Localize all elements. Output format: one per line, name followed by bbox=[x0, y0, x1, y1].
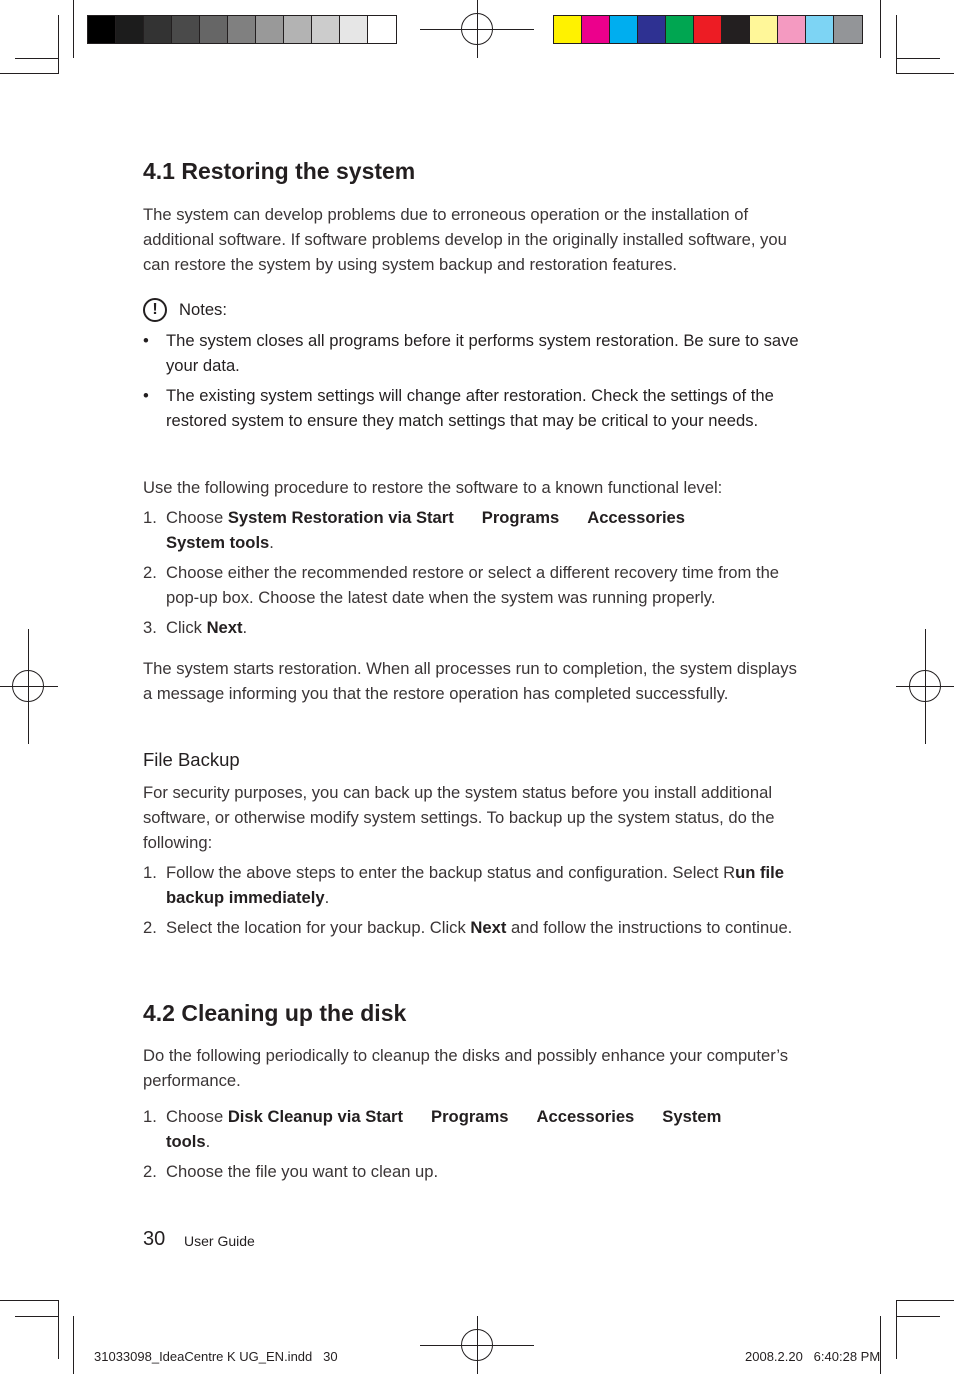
note-item: • The system closes all programs before it performs system restoration. Be sure to save your data. bbox=[143, 331, 799, 375]
gray-swatch bbox=[368, 16, 396, 43]
section-title-restoring: 4.1 Restoring the system bbox=[143, 158, 416, 184]
page-number: 30 bbox=[143, 1228, 166, 1250]
process-swatch bbox=[778, 16, 806, 43]
gray-swatch bbox=[284, 16, 312, 43]
process-swatch bbox=[694, 16, 722, 43]
section-title-cleaning: 4.2 Cleaning up the disk bbox=[143, 1000, 407, 1026]
section2-body: Do the following periodically to cleanup the disks and possibly enhance your computer’s performance. 1. Choose Disk Cleanup via Start Programs Accessories System tools. 2. Choose the file you want to clean up. bbox=[143, 1043, 803, 1184]
gray-swatch bbox=[116, 16, 144, 43]
cleanup-step-1: 1. Choose Disk Cleanup via Start Programs Accessories System tools. bbox=[143, 1107, 722, 1151]
section1-intro: The system can develop problems due to erroneous operation or the installation of additional software. If software problems develop in the originally installed software, you can restore the system by using system backup and restoration features. bbox=[143, 205, 787, 274]
process-swatch bbox=[806, 16, 834, 43]
gray-swatch bbox=[340, 16, 368, 43]
process-swatch bbox=[666, 16, 694, 43]
gray-swatch bbox=[256, 16, 284, 43]
backup-step-1: 1. Follow the above steps to enter the backup status and configuration. Select Run file backup immediately. bbox=[143, 863, 784, 907]
restore-step-2: 2. Choose either the recommended restore or select a different recovery time from the pop-up box. Choose the latest date when the system was running properly. bbox=[143, 563, 780, 607]
gray-swatch bbox=[228, 16, 256, 43]
process-color-bar bbox=[553, 15, 863, 44]
process-swatch bbox=[638, 16, 666, 43]
process-swatch bbox=[722, 16, 750, 43]
gray-swatch bbox=[172, 16, 200, 43]
gray-swatch bbox=[312, 16, 340, 43]
gray-swatch bbox=[200, 16, 228, 43]
notes-block bbox=[143, 298, 803, 433]
process-swatch bbox=[750, 16, 778, 43]
restore-result: The system starts restoration. When all processes run to completion, the system displays a message informing you that the restore operation has completed successfully. bbox=[143, 659, 797, 703]
cleanup-step-2: 2. Choose the file you want to clean up. bbox=[143, 1162, 439, 1181]
exclamation-icon: ! bbox=[143, 298, 167, 322]
guide-label: User Guide bbox=[184, 1233, 255, 1249]
process-swatch bbox=[834, 16, 862, 43]
backup-step-2: 2. Select the location for your backup. Click Next and follow the instructions to continue. bbox=[143, 918, 793, 937]
file-name-slug: 31033098_IdeaCentre K UG_EN.indd 30 bbox=[94, 1349, 338, 1364]
gray-swatch bbox=[88, 16, 116, 43]
gray-color-bar bbox=[87, 15, 397, 44]
process-swatch bbox=[582, 16, 610, 43]
gray-swatch bbox=[144, 16, 172, 43]
file-backup-heading: File Backup bbox=[143, 749, 240, 770]
process-swatch bbox=[554, 16, 582, 43]
restore-step-3: 3. Click Next. bbox=[143, 618, 248, 637]
timestamp-slug: 2008.2.20 6:40:28 PM bbox=[745, 1349, 881, 1364]
note-item: • The existing system settings will change after restoration. Check the settings of the restored system to ensure they match settings that may be critical to your needs. bbox=[143, 386, 774, 430]
process-swatch bbox=[610, 16, 638, 43]
file-backup-body: For security purposes, you can back up the system status before you install additional software, or otherwise modify system settings. To backup up the system status, do the following: 1. Follow the above steps to enter the backup status and configuration. Select Run file backup immediately. 2. Select the location for your backup. Click Next and follow the instructions to continue. bbox=[143, 780, 803, 940]
notes-heading: ! Notes: bbox=[143, 298, 803, 322]
restore-procedure: Use the following procedure to restore the software to a known functional level: 1. Choose System Restoration via Start Programs Accessories System tools. 2. Choose either the recommended restore or select a different recovery time from the pop-up box. Choose the latest date when the system was running properly. 3. Click Next. bbox=[143, 475, 803, 640]
restore-step-1: 1. Choose System Restoration via Start Programs Accessories System tools. bbox=[143, 508, 686, 552]
